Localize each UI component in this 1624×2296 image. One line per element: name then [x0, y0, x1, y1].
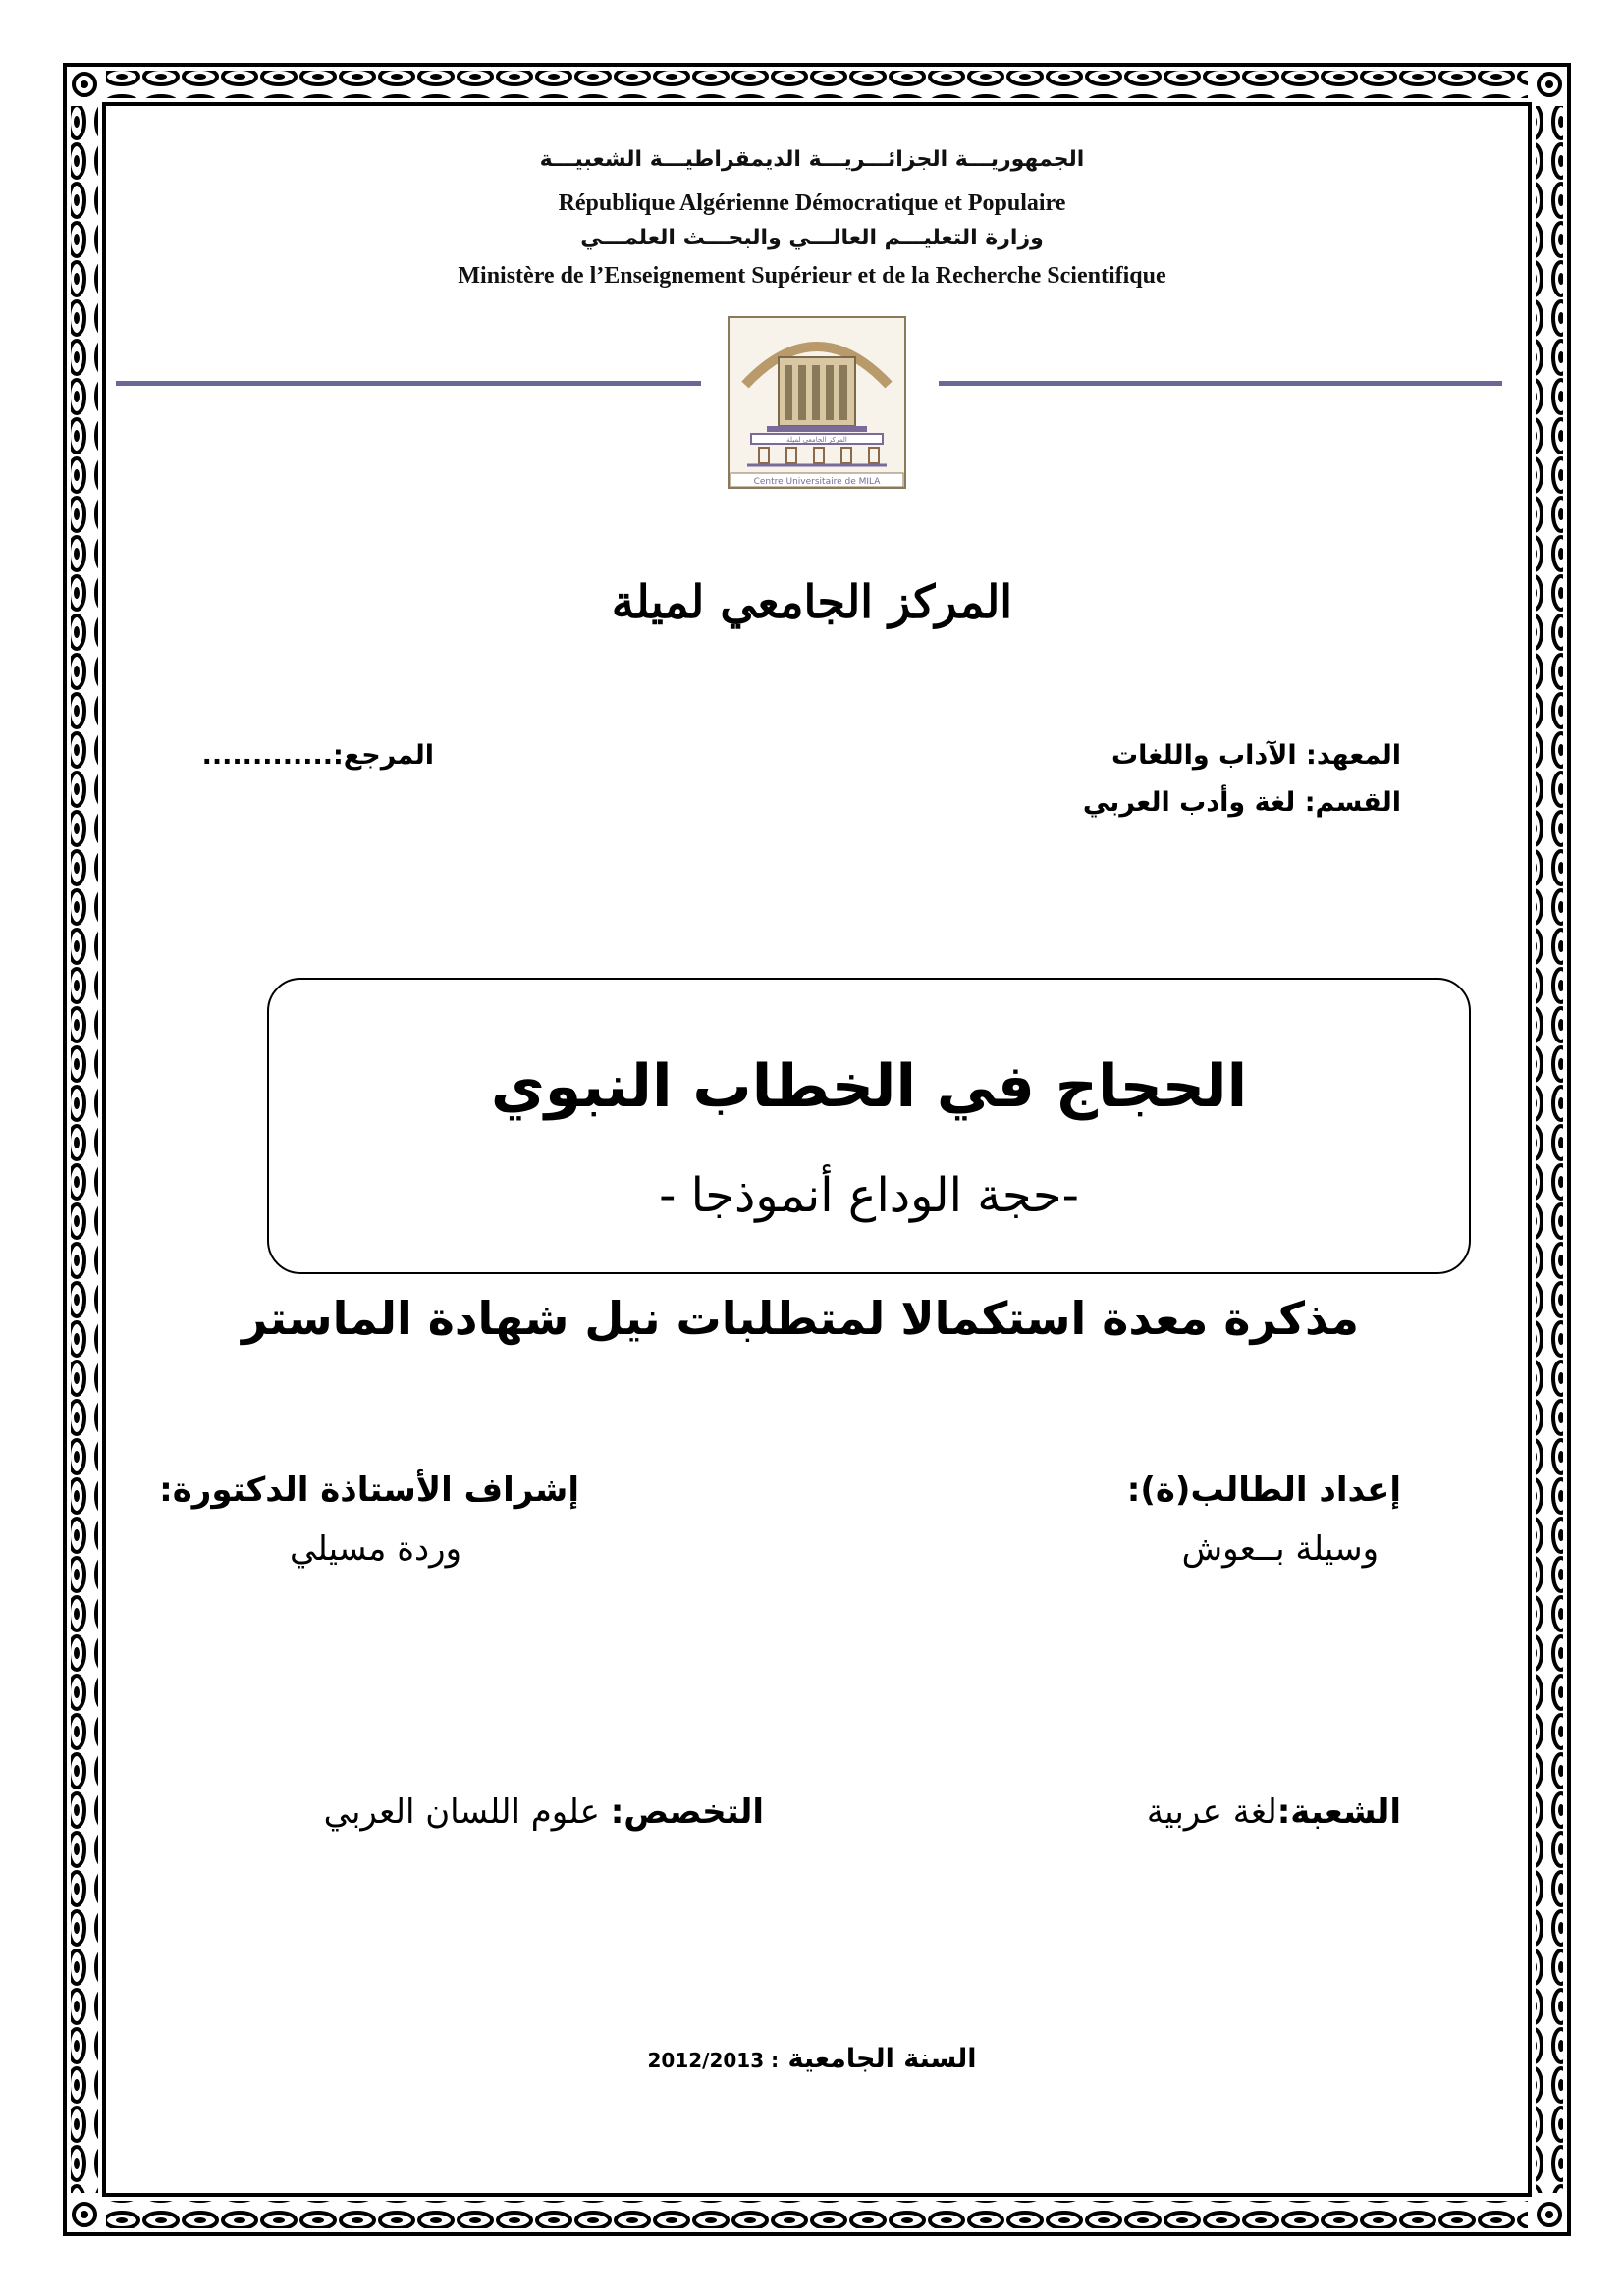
- reference-line: المرجع:.............: [201, 740, 434, 771]
- institution-name: المركز الجامعي لميلة: [611, 575, 1013, 628]
- department-line: القسم: لغة وأدب العربي: [1082, 787, 1401, 818]
- specialty-label: التخصص:: [610, 1792, 764, 1832]
- supervisor-name: وردة مسيلي: [290, 1529, 461, 1569]
- branch-label: الشعبة:: [1276, 1792, 1401, 1832]
- thesis-subtitle: -حجة الوداع أنموذجا -: [659, 1168, 1079, 1223]
- republic-name-arabic: الجمهوريـــة الجزائـــريـــة الديمقراطيـــة الشعبيـــة: [539, 147, 1085, 172]
- academic-year: [0, 2044, 1624, 2074]
- branch-value: لغة عربية: [1146, 1792, 1277, 1832]
- student-label: إعداد الطالب(ة):: [1126, 1470, 1401, 1510]
- header-rule-left: [116, 381, 701, 386]
- university-logo: [728, 316, 906, 489]
- logo-caption: Centre Universitaire de MILA: [753, 477, 881, 487]
- academic-year-label: السنة الجامعية: [787, 2044, 977, 2074]
- branch-line: [1147, 1792, 1401, 1832]
- thesis-title: الحجاج في الخطاب النبوي: [490, 1052, 1248, 1121]
- specialty-line: [324, 1792, 764, 1832]
- title-box: [267, 978, 1471, 1274]
- student-name: وسيلة بــعوش: [1181, 1529, 1379, 1569]
- ministry-name-french: Ministère de l’Enseignement Supérieur et de la Recherche Scientifique: [458, 263, 1166, 289]
- specialty-value: علوم اللسان العربي: [323, 1792, 611, 1832]
- memo-statement: مذكرة معدة استكمالا لمتطلبات نيل شهادة الماستر: [241, 1292, 1359, 1345]
- supervisor-label: إشراف الأستاذة الدكتورة:: [159, 1470, 579, 1510]
- ministry-name-arabic: وزارة التعليـــم العالـــي والبحـــث العلمـــي: [580, 226, 1044, 250]
- institute-line: المعهد: الآداب واللغات: [1110, 740, 1401, 771]
- academic-year-value: : 2012/2013: [647, 2049, 780, 2072]
- header-rule-right: [939, 381, 1502, 386]
- logo-banner-text: المركز الجامعي لميلة: [786, 436, 847, 444]
- republic-name-french: République Algérienne Démocratique et Populaire: [558, 190, 1066, 216]
